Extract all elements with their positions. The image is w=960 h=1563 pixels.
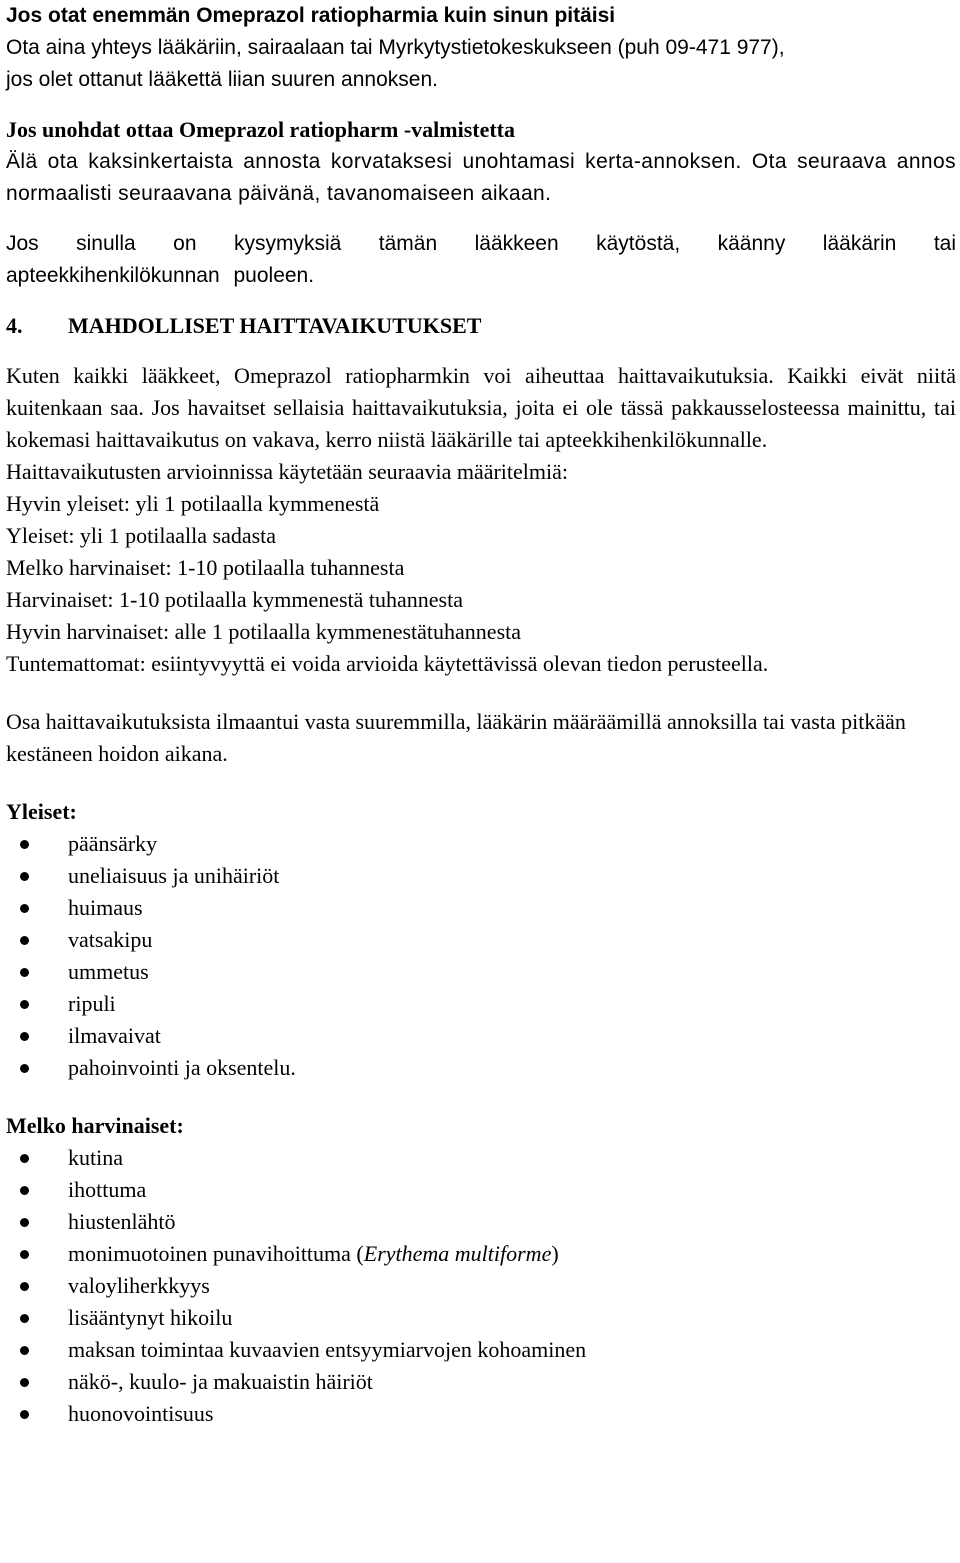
high-dose-note: Osa haittavaikutuksista ilmaantui vasta suuremmilla, lääkärin määräämillä annoksilla tai vasta pitkään kestäneen hoidon aikana.: [6, 709, 906, 766]
list-item: hiustenlähtö: [6, 1206, 956, 1238]
list-item: monimuotoinen punavihoittuma (Erythema multiforme): [6, 1238, 956, 1270]
definition-line: Tuntemattomat: esiintyvyyttä ei voida arvioida käytettävissä olevan tiedon perusteella.: [6, 651, 769, 676]
list-item: pahoinvointi ja oksentelu.: [6, 1052, 956, 1084]
list-item: päänsärky: [6, 828, 956, 860]
list-item: huimaus: [6, 892, 956, 924]
list-item: ripuli: [6, 988, 956, 1020]
section-4-heading: [6, 310, 956, 342]
list-item: kutina: [6, 1142, 956, 1174]
overdose-line-1: Ota aina yhteys lääkäriin, sairaalaan tai Myrkytystietokeskukseen (puh 09-471 977),: [6, 36, 785, 59]
common-heading: Yleiset:: [6, 799, 77, 824]
erythema-latin-name: Erythema multiforme: [363, 1241, 552, 1266]
bullet-icon: [20, 1346, 29, 1355]
bullet-icon: [20, 1378, 29, 1387]
section-4-intro: [6, 360, 956, 456]
definition-line: Yleiset: yli 1 potilaalla sadasta: [6, 523, 277, 548]
definition-line: Melko harvinaiset: 1-10 potilaalla tuhannesta: [6, 555, 405, 580]
list-item: lisääntynyt hikoilu: [6, 1302, 956, 1334]
bullet-icon: [20, 1186, 29, 1195]
bullet-icon: [20, 1064, 29, 1073]
bullet-icon: [20, 1218, 29, 1227]
bullet-icon: [20, 872, 29, 881]
common-list: [6, 828, 956, 1084]
bullet-icon: [20, 1410, 29, 1419]
list-item: ummetus: [6, 956, 956, 988]
section-4-intro-a: Kuten kaikki lääkkeet, Omeprazol ratiopharmkin voi aiheuttaa haittavaikutuksia.: [6, 363, 774, 388]
forgot-text: Älä ota kaksinkertaista annosta korvataksesi unohtamasi kerta-annoksen. Ota seuraava annos normaalisti seuraavana päivänä, tavanomaiseen aikaan.: [6, 150, 956, 205]
definition-line: Hyvin yleiset: yli 1 potilaalla kymmenestä: [6, 491, 380, 516]
bullet-icon: [20, 904, 29, 913]
uncommon-heading: Melko harvinaiset:: [6, 1113, 184, 1138]
bullet-icon: [20, 1000, 29, 1009]
list-item: valoyliherkkyys: [6, 1270, 956, 1302]
bullet-icon: [20, 840, 29, 849]
bullet-icon: [20, 968, 29, 977]
bullet-icon: [20, 1282, 29, 1291]
section-4-title: MAHDOLLISET HAITTAVAIKUTUKSET: [68, 313, 482, 338]
overdose-heading: Jos otat enemmän Omeprazol ratiopharmia kuin sinun pitäisi: [6, 4, 616, 27]
list-item: huonovointisuus: [6, 1398, 956, 1430]
overdose-line-2: jos olet ottanut lääkettä liian suuren annoksen.: [6, 68, 438, 91]
bullet-icon: [20, 1154, 29, 1163]
list-item: uneliaisuus ja unihäiriöt: [6, 860, 956, 892]
section-4-intro-b: Kaikki eivät niitä kuitenkaan saa.: [6, 363, 957, 420]
frequency-definitions: [6, 456, 956, 680]
bullet-icon: [20, 1314, 29, 1323]
list-item: näkö-, kuulo- ja makuaistin häiriöt: [6, 1366, 956, 1398]
questions-text: Jos sinulla on kysymyksiä tämän lääkkeen käytöstä, käänny lääkärin tai apteekkihenkilökunnan puoleen.: [6, 232, 956, 287]
bullet-icon: [20, 1032, 29, 1041]
leaflet-page: [6, 0, 956, 1430]
section-4-intro-c: Jos havaitset sellaisia haittavaikutuksia, joita ei ole tässä pakkausselosteessa mainittu, tai kokemasi haittavaikutus on vakava, kerro niistä lääkärille tai apteekkihenkilökunnalle.: [6, 395, 957, 452]
list-item: maksan toimintaa kuvaavien entsyymiarvojen kohoaminen: [6, 1334, 956, 1366]
list-item: ihottuma: [6, 1174, 956, 1206]
forgot-heading: Jos unohdat ottaa Omeprazol ratiopharm -valmistetta: [6, 117, 516, 142]
list-item: vatsakipu: [6, 924, 956, 956]
uncommon-list: [6, 1142, 956, 1430]
definition-line: Haittavaikutusten arvioinnissa käytetään seuraavia määritelmiä:: [6, 459, 569, 484]
definition-line: Hyvin harvinaiset: alle 1 potilaalla kymmenestätuhannesta: [6, 619, 522, 644]
bullet-icon: [20, 936, 29, 945]
definition-line: Harvinaiset: 1-10 potilaalla kymmenestä tuhannesta: [6, 587, 463, 612]
section-4-number: 4.: [6, 313, 23, 338]
bullet-icon: [20, 1250, 29, 1259]
list-item: ilmavaivat: [6, 1020, 956, 1052]
